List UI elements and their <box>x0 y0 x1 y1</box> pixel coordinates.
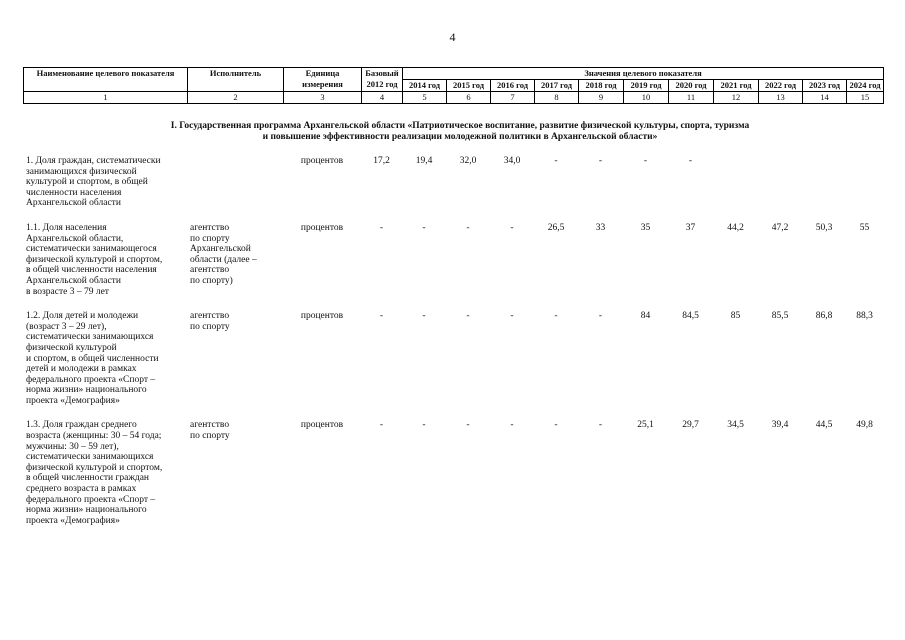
row-spacer <box>23 209 883 223</box>
col-number: 10 <box>624 92 669 104</box>
indicator-value: - <box>554 156 558 166</box>
indicator-executor-line: по спорту <box>190 431 230 442</box>
indicator-value: - <box>466 311 470 322</box>
indicator-name-line: федерального проекта «Спорт – <box>26 374 156 385</box>
row-spacer <box>23 297 883 311</box>
indicator-executor-line: агентство <box>190 311 230 322</box>
indicator-value: 33 <box>595 222 606 233</box>
indicator-value: 37 <box>685 222 696 233</box>
header-unit-line2: измерения <box>302 79 343 89</box>
indicator-name-line: в возрасте 3 – 79 лет <box>26 286 109 297</box>
col-number: 14 <box>803 92 847 104</box>
header-year: 2021 год <box>714 80 759 92</box>
header-base-line2: 2012 год <box>366 79 398 89</box>
indicator-value: - <box>466 222 470 233</box>
table-row <box>23 311 883 406</box>
indicator-executor <box>187 311 283 406</box>
indicator-name-line: культурой и спортом, в общей <box>26 177 148 188</box>
page-number: 4 <box>449 30 456 44</box>
indicator-name-line: Архангельской области, <box>26 233 124 244</box>
indicator-name-line: среднего возраста в рамках <box>26 484 137 495</box>
indicator-executor-line: Архангельской <box>190 244 251 255</box>
header-unit <box>284 68 362 92</box>
indicator-name <box>23 420 187 526</box>
header-name: Наименование целевого показателя <box>24 68 188 92</box>
indicator-value: - <box>466 420 470 431</box>
indicator-unit: процентов <box>300 222 344 233</box>
indicators-table <box>23 156 883 526</box>
indicator-name-line: физической культурой и спортом, <box>26 254 163 265</box>
col-number: 7 <box>491 92 535 104</box>
row-spacer-cell <box>23 209 883 223</box>
indicator-value: - <box>554 420 558 431</box>
indicator-value: 35 <box>640 222 651 233</box>
row-spacer-cell <box>23 406 883 420</box>
indicator-name-line: в общей численности населения <box>26 265 157 276</box>
indicator-value: 44,5 <box>815 420 833 431</box>
col-number: 5 <box>403 92 447 104</box>
indicator-name-line: систематически занимающихся <box>26 452 154 463</box>
indicator-value: 47,2 <box>771 222 789 233</box>
indicator-value: 17,2 <box>373 156 390 166</box>
indicator-name-line: физической культурой <box>26 342 117 353</box>
indicator-value: - <box>379 311 384 322</box>
header-year: 2014 год <box>403 80 447 92</box>
indicator-value: 25,1 <box>637 420 654 431</box>
indicator-executor-line: области (далее – <box>190 254 257 265</box>
indicator-name-line: норма жизни» национального <box>26 385 147 396</box>
table-row <box>23 420 883 526</box>
indicator-name-line: возраста (женщины: 30 – 54 года; <box>26 431 162 442</box>
indicator-value: 49,8 <box>856 420 873 431</box>
indicator-name-line: федерального проекта «Спорт – <box>26 494 156 505</box>
indicator-name-line: мужчины: 30 – 59 лет), <box>26 441 119 452</box>
indicator-executor-line: агентство <box>190 420 230 431</box>
indicator-value: 86,8 <box>815 311 833 322</box>
indicator-value: 29,7 <box>682 420 699 431</box>
col-number: 8 <box>535 92 579 104</box>
indicator-name-line: численности населения <box>26 187 122 198</box>
indicator-name-line: и спортом, в общей численности <box>26 353 159 364</box>
col-number: 3 <box>284 92 362 104</box>
row-spacer <box>23 406 883 420</box>
indicator-name-line: Архангельской области <box>26 198 121 209</box>
indicator-value: - <box>379 222 384 233</box>
col-number: 4 <box>362 92 403 104</box>
table-row <box>23 156 883 209</box>
indicator-executor-line: агентство <box>190 222 230 233</box>
indicator-name-line: проекта «Демография» <box>26 515 120 526</box>
indicator-executor <box>187 156 283 209</box>
table-row <box>23 223 883 297</box>
header-year: 2017 год <box>535 80 579 92</box>
indicator-value <box>713 156 758 209</box>
indicator-value: 34,5 <box>727 420 744 431</box>
indicator-name-line: в общей численности граждан <box>26 473 150 484</box>
col-number: 9 <box>579 92 624 104</box>
indicator-value: - <box>554 311 558 322</box>
col-number: 11 <box>669 92 714 104</box>
indicator-unit: процентов <box>300 156 344 166</box>
header-unit-line1: Единица <box>305 68 340 78</box>
indicator-executor-line: агентство <box>190 265 230 276</box>
indicator-name-line: проекта «Демография» <box>26 395 120 406</box>
indicator-value: - <box>688 156 693 166</box>
header-year: 2020 год <box>669 80 714 92</box>
row-spacer-cell <box>23 297 883 311</box>
indicator-value: 85 <box>730 311 741 322</box>
col-number: 13 <box>759 92 803 104</box>
indicator-name <box>23 156 187 209</box>
header-year: 2022 год <box>759 80 803 92</box>
indicator-name-line: физической культурой и спортом, <box>26 462 163 473</box>
indicator-value: 85,5 <box>771 311 789 322</box>
indicator-name-line: систематически занимающегося <box>26 244 157 255</box>
indicator-name-line: норма жизни» национального <box>26 505 147 516</box>
header-table <box>23 67 884 104</box>
header-year: 2016 год <box>491 80 535 92</box>
header-values-title: Значения целевого показателя <box>403 68 884 80</box>
indicator-unit: процентов <box>300 420 344 431</box>
indicator-value: - <box>422 420 426 431</box>
header-base <box>362 68 403 92</box>
indicator-value: 39,4 <box>771 420 789 431</box>
indicator-value: - <box>598 311 603 322</box>
header-year: 2018 год <box>579 80 624 92</box>
indicator-unit: процентов <box>300 311 344 322</box>
indicator-value: - <box>598 420 603 431</box>
indicator-name-line: Архангельской области <box>26 275 121 286</box>
indicator-value: - <box>598 156 603 166</box>
section-title-line2: и повышение эффективности реализации молодежной политики в Архангельской области» <box>262 132 658 142</box>
section-title <box>100 121 820 143</box>
indicator-name-line: систематически занимающихся <box>26 332 154 343</box>
header-year: 2023 год <box>803 80 847 92</box>
indicator-name-line: занимающихся физической <box>26 166 137 177</box>
indicator-value: - <box>379 420 384 431</box>
indicator-executor-line: по спорту) <box>190 275 233 286</box>
indicator-executor-line: по спорту <box>190 233 230 244</box>
indicator-value: - <box>510 420 514 431</box>
indicator-value: 19,4 <box>415 156 433 166</box>
indicator-executor-line: по спорту <box>190 321 230 332</box>
indicator-value <box>846 156 883 209</box>
header-base-line1: Базовый <box>365 68 399 78</box>
indicator-value: 50,3 <box>815 222 833 233</box>
indicator-value: - <box>643 156 648 166</box>
indicator-value: - <box>510 222 514 233</box>
indicator-name-line: 1. Доля граждан, систематически <box>26 156 161 166</box>
indicator-value <box>758 156 802 209</box>
indicator-name-line: 1.2. Доля детей и молодежи <box>26 311 139 322</box>
indicator-value: - <box>422 311 426 322</box>
indicator-name-line: 1.1. Доля населения <box>26 222 107 233</box>
indicator-executor <box>187 223 283 297</box>
indicator-name-line: 1.3. Доля граждан среднего <box>26 420 137 431</box>
indicator-value: 84,5 <box>682 311 699 322</box>
col-number: 2 <box>188 92 284 104</box>
indicator-name-line: (возраст 3 – 29 лет), <box>26 321 107 332</box>
indicator-value: 88,3 <box>856 311 873 322</box>
col-number: 6 <box>447 92 491 104</box>
indicator-name <box>23 311 187 406</box>
indicator-name-line: детей и молодежи в рамках <box>26 364 137 375</box>
indicator-value: - <box>422 222 426 233</box>
section-title-line1: I. Государственная программа Архангельской области «Патриотическое воспитание, развитие физической культуры, спорта, туризма <box>170 121 750 131</box>
header-year: 2019 год <box>624 80 669 92</box>
col-number: 15 <box>847 92 884 104</box>
indicator-value: 55 <box>859 222 870 233</box>
indicator-value: 44,2 <box>727 222 744 233</box>
indicator-value: 32,0 <box>459 156 477 166</box>
indicator-value: 84 <box>640 311 651 322</box>
header-year: 2024 год <box>847 80 884 92</box>
indicator-value: - <box>510 311 514 322</box>
header-year: 2015 год <box>447 80 491 92</box>
col-number: 12 <box>714 92 759 104</box>
header-executor: Исполнитель <box>188 68 284 92</box>
indicator-value: 34,0 <box>503 156 521 166</box>
col-number: 1 <box>24 92 188 104</box>
indicator-name <box>23 223 187 297</box>
indicator-value: 26,5 <box>547 222 565 233</box>
indicator-value <box>802 156 846 209</box>
indicator-executor <box>187 420 283 526</box>
